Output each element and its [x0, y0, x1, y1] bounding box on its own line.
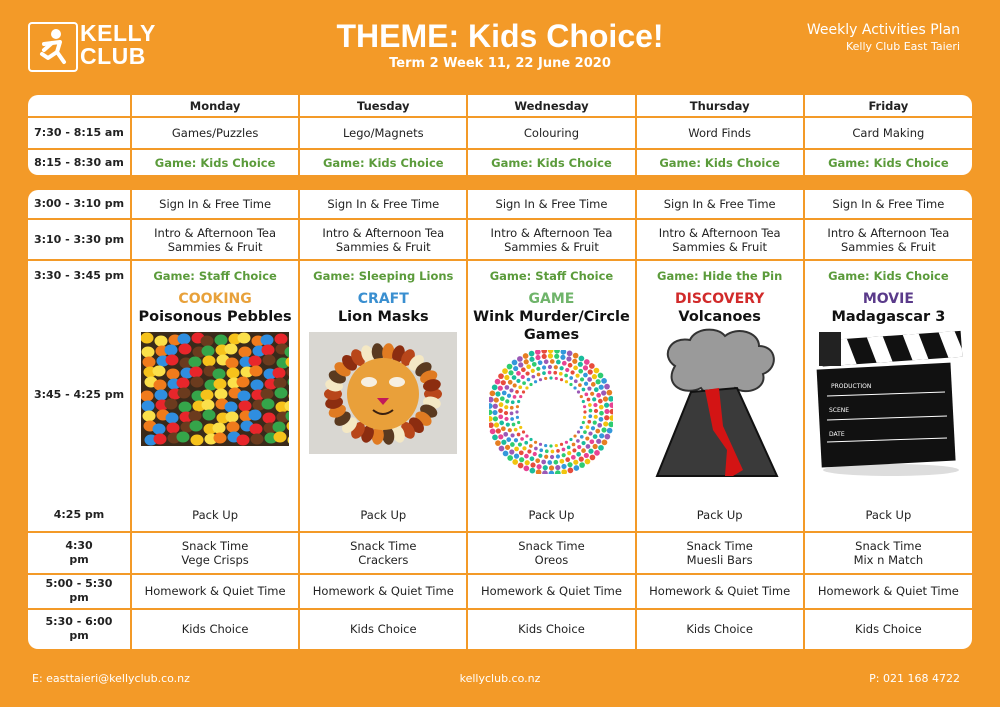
activity-cell-line: Sammies & Fruit — [504, 239, 599, 254]
day-header: Tuesday — [299, 95, 467, 117]
activity-cell-line: Homework & Quiet Time — [312, 584, 454, 599]
activity-cell-line: Sign In & Free Time — [159, 196, 272, 211]
activity-cell — [804, 499, 972, 532]
activity-cell-line: Homework & Quiet Time — [817, 584, 959, 599]
activity-cell-line: Snack Time — [686, 539, 753, 554]
game-cell — [804, 260, 972, 291]
activity-cell — [467, 499, 635, 532]
activity-cell-line: Snack Time — [518, 539, 585, 554]
clapperboard-drawing — [813, 328, 963, 478]
activity-title: Wink Murder/Circle Games — [473, 309, 630, 344]
game-cell: Game: Kids Choice — [804, 149, 972, 175]
time-cell-line: pm — [69, 629, 89, 643]
activity-cell — [299, 190, 467, 219]
activity-cell-line: Pack Up — [528, 508, 575, 523]
time-cell-line: 4:30 — [65, 539, 93, 553]
activity-cell — [467, 532, 635, 573]
activity-title: Poisonous Pebbles — [138, 309, 292, 326]
activity-cell — [636, 190, 804, 219]
game-cell: Game: Kids Choice — [131, 149, 299, 175]
activity-cell — [299, 574, 467, 609]
time-cell — [28, 190, 131, 219]
day-header: Thursday — [636, 95, 804, 117]
activity-cell — [804, 574, 972, 609]
activity-feature-cell — [804, 291, 972, 499]
activity-cell: Colouring — [467, 117, 635, 149]
activity-cell — [131, 574, 299, 609]
activity-cell-line: Homework & Quiet Time — [144, 584, 286, 599]
page-title: THEME: Kids Choice! — [336, 18, 664, 54]
activity-feature-cell — [636, 291, 804, 499]
day-header: Wednesday — [467, 95, 635, 117]
activity-cell — [131, 499, 299, 532]
activity-cell-line: Crackers — [358, 553, 409, 568]
activity-cell-line: Sign In & Free Time — [495, 196, 608, 211]
activity-cell — [299, 532, 467, 573]
game-cell — [131, 260, 299, 291]
activity-cell-line: Kids Choice — [181, 622, 249, 637]
clapper-production-label: PRODUCTION — [831, 383, 872, 391]
time-cell-line: 3:10 - 3:30 pm — [33, 232, 125, 246]
activity-cell — [299, 219, 467, 260]
activity-cell — [467, 574, 635, 609]
dot-circle-graphic — [489, 350, 613, 474]
game-cell — [636, 260, 804, 291]
activity-cell-line: Sign In & Free Time — [832, 196, 945, 211]
activity-cell-line: Pack Up — [696, 508, 743, 523]
game-cell-line: Game: Kids Choice — [828, 269, 949, 284]
activity-cell-line: Oreos — [534, 553, 569, 568]
time-cell-line: 3:00 - 3:10 pm — [33, 196, 125, 210]
activity-cell-line: Snack Time — [350, 539, 417, 554]
game-cell-line: Game: Sleeping Lions — [313, 269, 454, 284]
time-cell: 3:45 - 4:25 pm — [28, 291, 131, 499]
time-cell — [28, 219, 131, 260]
activity-cell-line: Pack Up — [360, 508, 407, 523]
activity-cell — [467, 219, 635, 260]
activity-category: GAME — [528, 291, 575, 308]
activity-feature-cell — [131, 291, 299, 499]
activity-category: CRAFT — [357, 291, 409, 308]
activity-title: Volcanoes — [678, 309, 761, 326]
plan-title: Weekly Activities Plan — [806, 22, 960, 38]
activity-cell-line: Sammies & Fruit — [167, 239, 263, 254]
activity-cell — [299, 499, 467, 532]
plan-location: Kelly Club East Taieri — [845, 40, 960, 53]
activity-cell-line: Sign In & Free Time — [327, 196, 440, 211]
game-cell-line: Game: Staff Choice — [153, 269, 277, 284]
time-cell — [28, 532, 131, 573]
activity-cell — [804, 532, 972, 573]
page-subtitle: Term 2 Week 11, 22 June 2020 — [389, 56, 611, 71]
game-cell — [299, 260, 467, 291]
time-cell: 7:30 - 8:15 am — [28, 117, 131, 149]
activity-cell-line: Sign In & Free Time — [663, 196, 776, 211]
time-cell-line: pm — [69, 591, 89, 605]
activity-cell-line: Snack Time — [181, 539, 249, 554]
activity-cell-line: Sammies & Fruit — [840, 239, 936, 254]
time-cell — [28, 609, 131, 649]
activity-cell — [299, 609, 467, 649]
activity-cell — [131, 219, 299, 260]
footer-phone: P: 021 168 4722 — [869, 672, 960, 685]
time-cell-line: 5:30 - 6:00 — [45, 615, 113, 629]
activity-title: Lion Masks — [337, 309, 429, 326]
plan-info — [807, 22, 960, 53]
game-cell-line: Game: Hide the Pin — [657, 269, 783, 284]
activity-cell — [636, 574, 804, 609]
time-cell: 8:15 - 8:30 am — [28, 149, 131, 175]
activity-cell-line: Intro & Afternoon Tea — [827, 225, 950, 240]
activity-cell-line: Homework & Quiet Time — [480, 584, 622, 599]
activity-cell — [131, 609, 299, 649]
activity-cell — [467, 190, 635, 219]
activity-feature-cell — [299, 291, 467, 499]
activity-cell-line: Kids Choice — [349, 622, 417, 637]
activity-cell: Card Making — [804, 117, 972, 149]
activity-category: DISCOVERY — [675, 291, 765, 308]
activity-cell-line: Intro & Afternoon Tea — [490, 225, 613, 240]
activity-cell: Word Finds — [636, 117, 804, 149]
day-header: Monday — [131, 95, 299, 117]
logo-text-line2: CLUB — [80, 43, 146, 69]
time-cell-line: 4:25 pm — [53, 508, 105, 522]
activity-category: COOKING — [178, 291, 252, 308]
activity-category: MOVIE — [862, 291, 914, 308]
activity-cell-line: Kids Choice — [518, 622, 585, 637]
activity-cell-line: Kids Choice — [686, 622, 753, 637]
activity-cell-line: Mix n Match — [853, 553, 924, 568]
activity-cell — [131, 190, 299, 219]
game-cell: Game: Kids Choice — [636, 149, 804, 175]
time-cell-line: 3:30 - 3:45 pm — [33, 269, 125, 283]
activity-cell — [804, 219, 972, 260]
clapper-scene-label: SCENE — [829, 407, 850, 415]
activity-cell-line: Vege Crisps — [181, 553, 249, 568]
afternoon-schedule — [28, 190, 972, 649]
activity-cell-line: Kids Choice — [855, 622, 922, 637]
activity-cell — [636, 532, 804, 573]
activity-cell — [636, 499, 804, 532]
activity-cell — [467, 609, 635, 649]
day-header: Friday — [804, 95, 972, 117]
activity-cell-line: Intro & Afternoon Tea — [658, 225, 781, 240]
activity-cell-line: Intro & Afternoon Tea — [322, 225, 445, 240]
activity-cell-line: Muesli Bars — [686, 553, 753, 568]
activity-cell-line: Homework & Quiet Time — [649, 584, 791, 599]
activity-cell — [804, 609, 972, 649]
footer-email[interactable]: E: easttaieri@kellyclub.co.nz — [32, 672, 190, 685]
activity-cell-line: Pack Up — [192, 508, 238, 523]
logo-text-line1: KELLY — [80, 20, 156, 46]
time-cell — [28, 260, 131, 291]
volcano-drawing — [655, 326, 785, 482]
activity-cell — [636, 609, 804, 649]
activity-cell: Games/Puzzles — [131, 117, 299, 149]
activity-cell-line: Intro & Afternoon Tea — [154, 225, 277, 240]
activity-cell: Lego/Magnets — [299, 117, 467, 149]
morning-schedule — [28, 95, 972, 175]
footer-website[interactable]: kellyclub.co.nz — [459, 672, 541, 685]
candy-photo — [141, 332, 289, 446]
time-cell-line: 5:00 - 5:30 — [45, 577, 113, 591]
clapper-date-label: DATE — [829, 431, 845, 439]
activity-cell-line: Pack Up — [865, 508, 912, 523]
activity-cell — [804, 190, 972, 219]
time-cell-line: pm — [69, 553, 89, 567]
activity-feature-cell — [467, 291, 635, 499]
game-cell — [467, 260, 635, 291]
corner-cell — [28, 95, 131, 117]
activity-cell-line: Sammies & Fruit — [672, 239, 768, 254]
activity-cell — [131, 532, 299, 573]
game-cell-line: Game: Staff Choice — [489, 269, 614, 284]
game-cell: Game: Kids Choice — [299, 149, 467, 175]
activity-cell-line: Sammies & Fruit — [335, 239, 431, 254]
time-cell — [28, 499, 131, 532]
time-cell — [28, 574, 131, 609]
activity-cell — [636, 219, 804, 260]
activity-cell-line: Snack Time — [855, 539, 922, 554]
game-cell: Game: Kids Choice — [467, 149, 635, 175]
activity-title: Madagascar 3 — [831, 309, 946, 326]
lion-mask-photo — [309, 332, 457, 454]
